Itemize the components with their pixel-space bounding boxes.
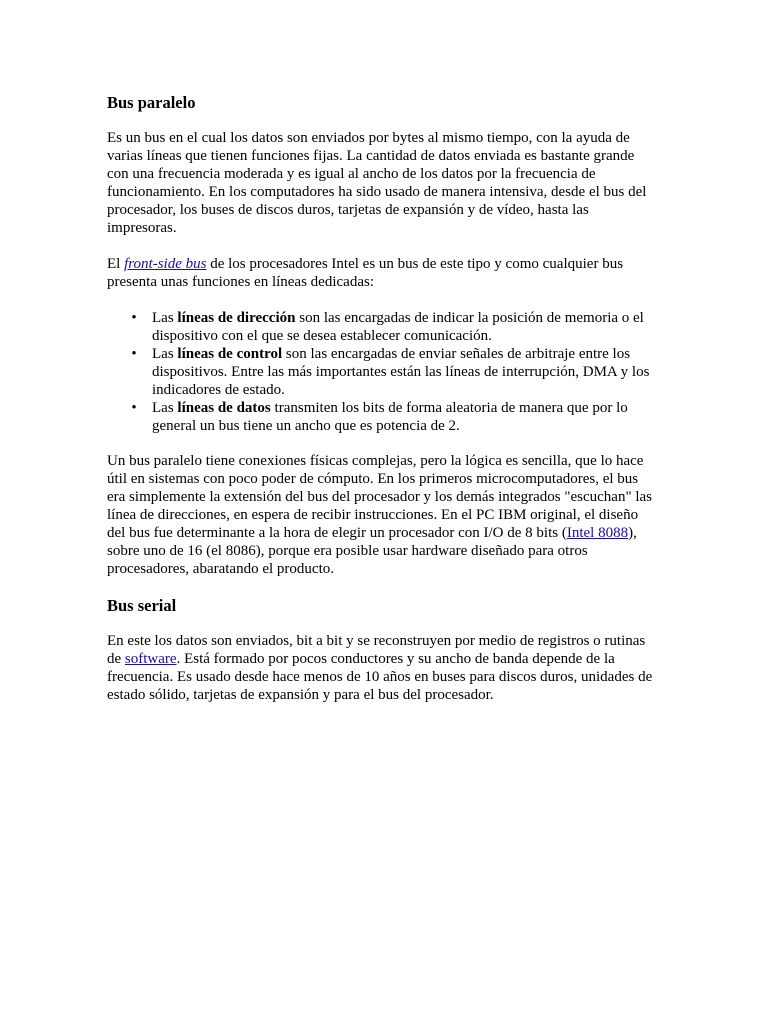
text-fragment: de los procesadores Intel es un bus de este tipo y como cualquier bus [206, 256, 624, 272]
text-fragment: son las encargadas de enviar señales de arbitraje entre los [282, 346, 631, 362]
text-fragment: Las [152, 400, 178, 416]
text-line: En este los datos son enviados, bit a bit y se reconstruyen por medio de registros o rutinas [107, 633, 646, 649]
link-intel-8088[interactable]: Intel 8088 [566, 525, 629, 541]
text-line: con una frecuencia moderada y es igual al ancho de los datos por la frecuencia de [107, 166, 596, 182]
bold-term: líneas de datos [177, 400, 271, 416]
text-fragment: Las [152, 346, 178, 362]
text-line: útil en sistemas con poco poder de cómputo. En los primeros microcomputadores, el bus [107, 471, 639, 487]
text-line: procesadores, abaratando el producto. [107, 561, 334, 577]
paragraph-bus-paralelo-intro [107, 129, 659, 237]
bus-lines-list [107, 309, 659, 435]
text-line: era simplemente la extensión del bus del procesador y los demás integrados "escuchan" las [107, 489, 652, 505]
text-line: línea de direcciones, en espera de recibir instrucciones. En el PC IBM original, el diseño [107, 507, 639, 523]
text-line [152, 399, 659, 417]
text-line: presenta unas funciones en líneas dedicadas: [107, 274, 374, 290]
bold-term: líneas de control [177, 346, 283, 362]
heading-bus-paralelo: Bus paralelo [107, 93, 196, 112]
bold-term: líneas de dirección [177, 310, 296, 326]
text-line: Un bus paralelo tiene conexiones físicas complejas, pero la lógica es sencilla, que lo hace [107, 453, 644, 469]
paragraph-front-side-bus [107, 255, 659, 291]
text-line: indicadores de estado. [152, 382, 285, 398]
paragraph-bus-paralelo-details [107, 452, 659, 578]
bullet-icon: • [131, 400, 137, 416]
heading-bus-serial: Bus serial [107, 596, 177, 615]
text-line [107, 650, 659, 668]
text-line: impresoras. [107, 220, 177, 236]
text-line: sobre uno de 16 (el 8086), porque era posible usar hardware diseñado para otros [107, 543, 588, 559]
text-fragment: ), [628, 525, 637, 541]
text-fragment: de [107, 651, 125, 667]
text-line [107, 524, 659, 542]
text-line: frecuencia. Es usado desde hace menos de 10 años en buses para discos duros, unidades de [107, 669, 653, 685]
text-line [152, 309, 659, 327]
link-front-side-bus[interactable]: front-side bus [124, 256, 207, 272]
text-line [107, 255, 659, 273]
bullet-icon: • [131, 346, 137, 362]
text-line [152, 345, 659, 363]
text-line: Es un bus en el cual los datos son enviados por bytes al mismo tiempo, con la ayuda de [107, 130, 630, 146]
text-fragment: Las [152, 310, 178, 326]
text-fragment: El [107, 256, 125, 272]
text-line: general un bus tiene un ancho que es potencia de 2. [152, 418, 460, 434]
bullet-icon: • [131, 310, 137, 326]
list-item-direccion [107, 309, 659, 345]
paragraph-bus-serial [107, 632, 659, 704]
text-line: dispositivos. Entre las más importantes están las líneas de interrupción, DMA y los [152, 364, 650, 380]
list-item-control [107, 345, 659, 399]
text-line: funcionamiento. En los computadores ha sido usado de manera intensiva, desde el bus del [107, 184, 647, 200]
text-fragment: del bus fue determinante a la hora de elegir un procesador con I/O de 8 bits ( [107, 525, 567, 541]
text-line: varias líneas que tienen funciones fijas. La cantidad de datos enviada es bastante grande [107, 148, 635, 164]
text-fragment: transmiten los bits de forma aleatoria de manera que por lo [270, 400, 628, 416]
text-fragment: son las encargadas de indicar la posición de memoria o el [295, 310, 644, 326]
list-item-datos [107, 399, 659, 435]
text-line: estado sólido, tarjetas de expansión y para el bus del procesador. [107, 687, 494, 703]
text-fragment: . Está formado por pocos conductores y su ancho de banda depende de la [176, 651, 615, 667]
link-software[interactable]: software [124, 651, 177, 667]
text-line: procesador, los buses de discos duros, tarjetas de expansión y de vídeo, hasta las [107, 202, 589, 218]
text-line: dispositivo con el que se desea establecer comunicación. [152, 328, 492, 344]
